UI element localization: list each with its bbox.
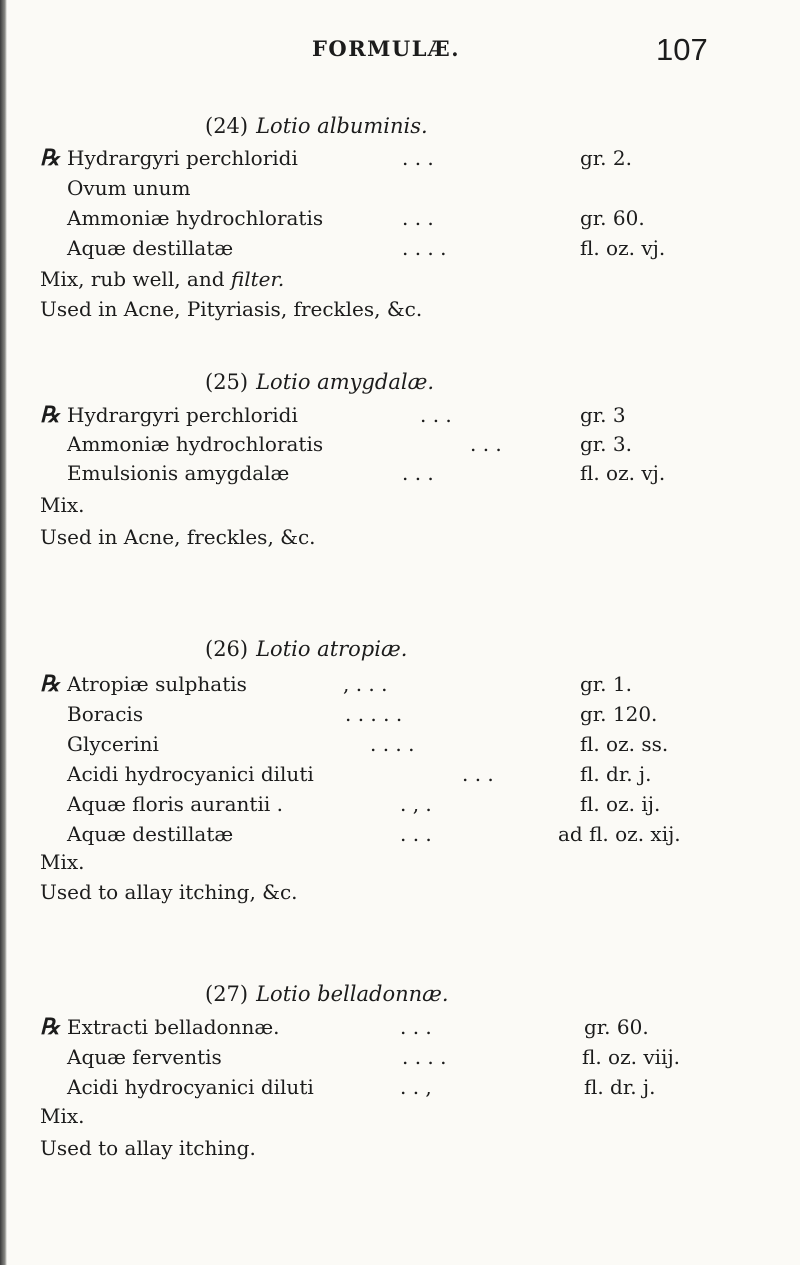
ingredient-name: Ammoniæ hydrochloratis <box>67 432 324 456</box>
ingredient-name: Aquæ destillatæ <box>67 822 234 846</box>
leader-dots: . . . <box>402 146 434 170</box>
ingredient-name: Glycerini <box>67 732 159 756</box>
ingredient-quantity: fl. dr. j. <box>584 1075 656 1099</box>
ingredient-row <box>0 1015 800 1045</box>
ingredient-quantity: fl. oz. ss. <box>580 732 669 756</box>
ingredient-name: Hydrargyri perchloridi <box>67 403 298 427</box>
ingredient-quantity: fl. oz. viij. <box>582 1045 680 1069</box>
leader-dots: . . . <box>402 461 434 485</box>
formula-title <box>205 114 428 138</box>
recipe-symbol: ℞ <box>40 402 60 428</box>
ingredient-name: Aquæ destillatæ <box>67 236 234 260</box>
ingredient-name: Ovum unum <box>67 176 191 200</box>
ingredient-name: Extracti belladonnæ. <box>67 1015 280 1039</box>
ingredient-row <box>0 146 800 176</box>
ingredient-row <box>0 206 800 236</box>
ingredient-name: Acidi hydrocyanici diluti <box>67 762 314 786</box>
usage-note: Used to allay itching. <box>40 1136 256 1160</box>
leader-dots: . . . <box>470 432 502 456</box>
ingredient-quantity: ad fl. oz. xij. <box>558 822 681 846</box>
leader-dots: . . . <box>402 206 434 230</box>
leader-dots: . . . . <box>402 1045 447 1069</box>
ingredient-name: Boracis <box>67 702 144 726</box>
formula-number: (25) <box>205 370 249 394</box>
formula-title <box>205 370 434 394</box>
recipe-symbol: ℞ <box>40 671 60 697</box>
ingredient-quantity: gr. 1. <box>580 672 632 696</box>
ingredient-quantity: gr. 2. <box>580 146 632 170</box>
ingredient-row <box>0 461 800 491</box>
usage-note: Used in Acne, freckles, &c. <box>40 525 316 549</box>
formula-name: Lotio amygdalæ. <box>256 370 435 394</box>
ingredient-quantity: fl. oz. vj. <box>580 461 666 485</box>
ingredient-quantity: gr. 3 <box>580 403 626 427</box>
mix-text: Mix. <box>40 850 85 874</box>
ingredient-row <box>0 236 800 266</box>
leader-dots: . . . . . <box>345 702 403 726</box>
ingredient-quantity: fl. dr. j. <box>580 762 652 786</box>
formula-name: Lotio atropiæ. <box>256 637 408 661</box>
leader-dots: . . . . <box>402 236 447 260</box>
formula-number: (26) <box>205 637 249 661</box>
ingredient-quantity: gr. 60. <box>580 206 645 230</box>
ingredient-row <box>0 762 800 792</box>
formula-number: (24) <box>205 114 249 138</box>
mix-instruction <box>40 267 284 291</box>
ingredient-name: Aquæ ferventis <box>67 1045 222 1069</box>
mix-instruction <box>40 493 85 517</box>
mix-instruction <box>40 850 85 874</box>
recipe-symbol: ℞ <box>40 145 60 171</box>
leader-dots: . . . <box>400 822 432 846</box>
ingredient-row <box>0 822 800 852</box>
ingredient-quantity: gr. 120. <box>580 702 658 726</box>
leader-dots: . , . <box>400 792 432 816</box>
formula-name: Lotio belladonnæ. <box>256 982 449 1006</box>
leader-dots: . . . . <box>370 732 415 756</box>
leader-dots: . . , <box>400 1075 432 1099</box>
leader-dots: , . . . <box>343 672 388 696</box>
ingredient-row <box>0 176 800 206</box>
ingredient-quantity: gr. 3. <box>580 432 632 456</box>
ingredient-row <box>0 792 800 822</box>
formula-name: Lotio albuminis. <box>256 114 428 138</box>
leader-dots: . . . <box>462 762 494 786</box>
formula-title <box>205 982 449 1006</box>
ingredient-name: Atropiæ sulphatis <box>67 672 247 696</box>
ingredient-quantity: gr. 60. <box>584 1015 649 1039</box>
mix-instruction <box>40 1104 85 1128</box>
usage-note: Used to allay itching, &c. <box>40 880 298 904</box>
ingredient-name: Ammoniæ hydrochloratis <box>67 206 324 230</box>
ingredient-row <box>0 672 800 702</box>
ingredient-row <box>0 432 800 462</box>
formula-title <box>205 637 407 661</box>
ingredient-row <box>0 1075 800 1105</box>
ingredient-row <box>0 1045 800 1075</box>
ingredient-quantity: fl. oz. vj. <box>580 236 666 260</box>
mix-text: Mix. <box>40 493 85 517</box>
ingredient-row <box>0 732 800 762</box>
ingredient-name: Hydrargyri perchloridi <box>67 146 298 170</box>
ingredient-name: Aquæ floris aurantii . <box>67 792 283 816</box>
formula-number: (27) <box>205 982 249 1006</box>
ingredient-row <box>0 403 800 433</box>
page-number: 107 <box>656 32 708 67</box>
ingredient-row <box>0 702 800 732</box>
running-head: FORMULÆ. <box>312 36 461 61</box>
mix-text: Mix, rub well, and <box>40 267 225 291</box>
usage-note: Used in Acne, Pityriasis, freckles, &c. <box>40 297 423 321</box>
recipe-symbol: ℞ <box>40 1014 60 1040</box>
leader-dots: . . . <box>400 1015 432 1039</box>
ingredient-quantity: fl. oz. ij. <box>580 792 661 816</box>
mix-text: Mix. <box>40 1104 85 1128</box>
ingredient-name: Emulsionis amygdalæ <box>67 461 290 485</box>
ingredient-name: Acidi hydrocyanici diluti <box>67 1075 314 1099</box>
mix-text-italic: filter. <box>230 267 285 291</box>
leader-dots: . . . <box>420 403 452 427</box>
